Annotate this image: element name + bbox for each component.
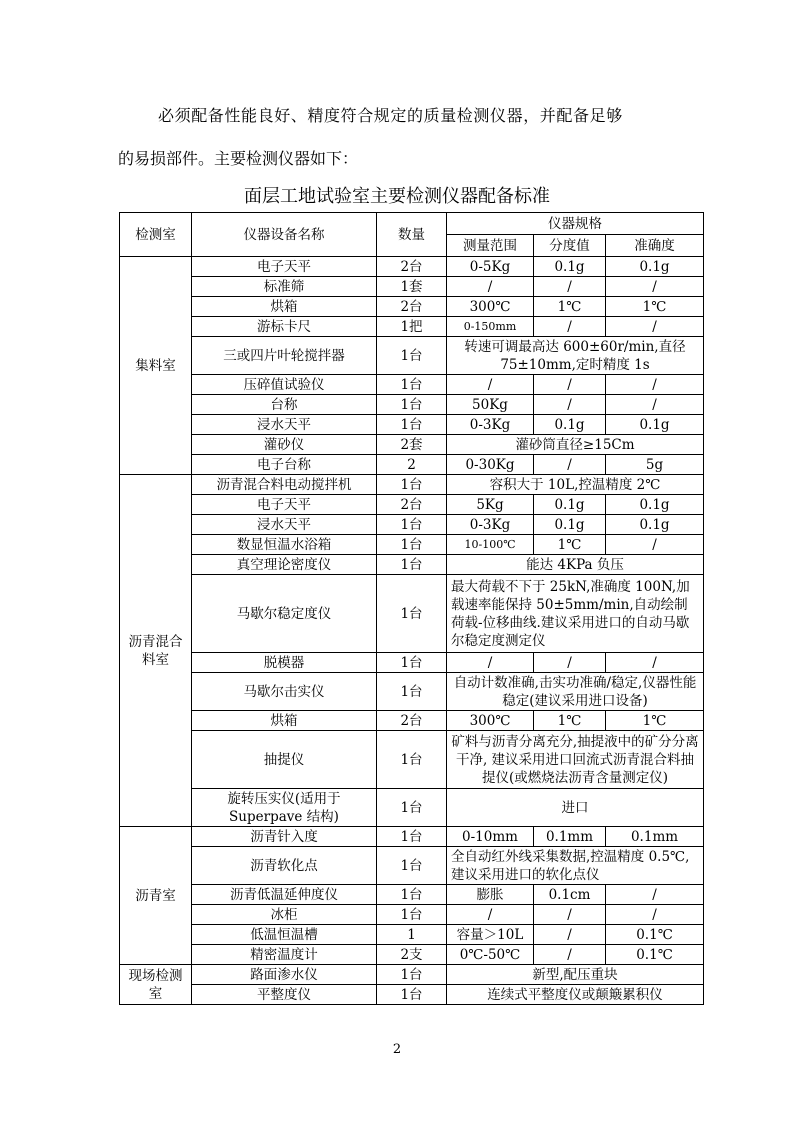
table-row [120, 435, 704, 455]
spec-accuracy: 1℃ [606, 711, 704, 731]
spec-range: 10-100℃ [447, 535, 534, 555]
spec-division: / [534, 945, 606, 965]
equipment-quantity: 1台 [377, 827, 447, 847]
equipment-name: 马歇尔稳定度仪 [192, 575, 377, 653]
header-qty: 数量 [377, 213, 447, 257]
spec-division: / [534, 395, 606, 415]
equipment-quantity: 2台 [377, 711, 447, 731]
spec-accuracy: / [606, 395, 704, 415]
equipment-name: 低温恒温槽 [192, 925, 377, 945]
table-row [120, 789, 704, 827]
spec-accuracy: 0.1g [606, 495, 704, 515]
spec-range: 0-3Kg [447, 515, 534, 535]
room-cell: 集料室 [120, 257, 192, 475]
spec-description: 全自动红外线采集数据,控温精度 0.5℃,建议采用进口的软化点仪 [447, 847, 704, 885]
equipment-name: 游标卡尺 [192, 317, 377, 337]
equipment-quantity: 1台 [377, 337, 447, 375]
spec-accuracy: 0.1℃ [606, 945, 704, 965]
room-cell: 现场检测室 [120, 965, 192, 1005]
spec-description: 连续式平整度仪或颠簸累积仪 [447, 985, 704, 1005]
equipment-name: 数显恒温水浴箱 [192, 535, 377, 555]
equipment-quantity: 2套 [377, 435, 447, 455]
equipment-quantity: 1台 [377, 375, 447, 395]
spec-description: 自动计数准确,击实功准确/稳定,仪器性能稳定(建议采用进口设备) [447, 673, 704, 711]
table-row [120, 257, 704, 277]
spec-division: 1℃ [534, 711, 606, 731]
table-row [120, 575, 704, 653]
spec-accuracy: / [606, 277, 704, 297]
table-row [120, 711, 704, 731]
spec-division: 0.1cm [534, 885, 606, 905]
spec-range: 5Kg [447, 495, 534, 515]
spec-division: / [534, 317, 606, 337]
equipment-quantity: 1台 [377, 515, 447, 535]
spec-accuracy: 0.1g [606, 257, 704, 277]
spec-description: 容积大于 10L,控温精度 2℃ [447, 475, 704, 495]
spec-accuracy: 0.1mm [606, 827, 704, 847]
spec-division: / [534, 905, 606, 925]
spec-division: 0.1g [534, 415, 606, 435]
spec-description: 灌砂筒直径≥15Cm [447, 435, 704, 455]
spec-range: 50Kg [447, 395, 534, 415]
spec-range: / [447, 375, 534, 395]
equipment-name: 平整度仪 [192, 985, 377, 1005]
equipment-name: 脱模器 [192, 653, 377, 673]
spec-division: / [534, 277, 606, 297]
table-title: 面层工地试验室主要检测仪器配备标准 [244, 186, 550, 207]
spec-accuracy: / [606, 905, 704, 925]
equipment-quantity: 1台 [377, 475, 447, 495]
equipment-quantity: 1台 [377, 673, 447, 711]
spec-range: / [447, 905, 534, 925]
table-row [120, 905, 704, 925]
equipment-quantity: 1套 [377, 277, 447, 297]
spec-division: 1℃ [534, 535, 606, 555]
spec-accuracy: / [606, 653, 704, 673]
spec-accuracy: / [606, 535, 704, 555]
equipment-quantity: 1 [377, 925, 447, 945]
table-row [120, 673, 704, 711]
spec-accuracy: 0.1g [606, 415, 704, 435]
table-row [120, 337, 704, 375]
equipment-quantity: 1台 [377, 535, 447, 555]
spec-range: 0-3Kg [447, 415, 534, 435]
table-row [120, 455, 704, 475]
spec-accuracy: 5g [606, 455, 704, 475]
equipment-name: 冰柜 [192, 905, 377, 925]
spec-accuracy: 1℃ [606, 297, 704, 317]
table-row [120, 985, 704, 1005]
spec-range: 0-30Kg [447, 455, 534, 475]
spec-description: 转速可调最高达 600±60r/min,直径 75±10mm,定时精度 1s [447, 337, 704, 375]
table-row [120, 965, 704, 985]
spec-division: 1℃ [534, 297, 606, 317]
equipment-quantity: 2支 [377, 945, 447, 965]
equipment-quantity: 1台 [377, 885, 447, 905]
equipment-table [119, 212, 704, 1005]
equipment-quantity: 1台 [377, 847, 447, 885]
spec-description: 矿料与沥青分离充分,抽提液中的矿分分离干净, 建议采用进口回流式沥青混合料抽提仪(或燃烧法沥青含量测定仪) [447, 731, 704, 789]
spec-division: 0.1g [534, 257, 606, 277]
equipment-name: 灌砂仪 [192, 435, 377, 455]
equipment-name: 电子天平 [192, 495, 377, 515]
spec-range: 0-5Kg [447, 257, 534, 277]
equipment-quantity: 1台 [377, 575, 447, 653]
equipment-name: 精密温度计 [192, 945, 377, 965]
table-row [120, 415, 704, 435]
equipment-name: 沥青低温延伸度仪 [192, 885, 377, 905]
intro-line-1: 必须配备性能良好、精度符合规定的质量检测仪器，并配备足够 [158, 106, 623, 125]
header-room: 检测室 [120, 213, 192, 257]
table-row [120, 317, 704, 337]
equipment-quantity: 1台 [377, 395, 447, 415]
equipment-name: 旋转压实仪(适用于 Superpave 结构) [192, 789, 377, 827]
spec-description: 进口 [447, 789, 704, 827]
header-range: 测量范围 [447, 235, 534, 257]
equipment-quantity: 1台 [377, 731, 447, 789]
spec-accuracy: 0.1g [606, 515, 704, 535]
spec-description: 新型,配压重块 [447, 965, 704, 985]
equipment-name: 电子天平 [192, 257, 377, 277]
equipment-name: 沥青针入度 [192, 827, 377, 847]
equipment-quantity: 1台 [377, 905, 447, 925]
spec-description: 最大荷载不下于 25kN,准确度 100N,加载速率能保持 50±5mm/min,自动绘制荷载-位移曲线.建议采用进口的自动马歇尔稳定度测定仪 [447, 575, 704, 653]
spec-division: / [534, 375, 606, 395]
spec-division: / [534, 653, 606, 673]
equipment-name: 浸水天平 [192, 415, 377, 435]
equipment-quantity: 2台 [377, 297, 447, 317]
equipment-name: 浸水天平 [192, 515, 377, 535]
equipment-name: 抽提仪 [192, 731, 377, 789]
spec-range: 容量＞10L [447, 925, 534, 945]
spec-range: 0℃-50℃ [447, 945, 534, 965]
table-row [120, 555, 704, 575]
table-row [120, 945, 704, 965]
spec-accuracy: / [606, 885, 704, 905]
table-row [120, 885, 704, 905]
equipment-name: 电子台称 [192, 455, 377, 475]
table-row [120, 297, 704, 317]
equipment-name: 台称 [192, 395, 377, 415]
equipment-quantity: 2台 [377, 257, 447, 277]
spec-range: 300℃ [447, 711, 534, 731]
table-row [120, 515, 704, 535]
equipment-quantity: 1把 [377, 317, 447, 337]
table-row [120, 375, 704, 395]
table-row [120, 827, 704, 847]
header-accuracy: 准确度 [606, 235, 704, 257]
spec-range: / [447, 653, 534, 673]
header-division: 分度值 [534, 235, 606, 257]
equipment-quantity: 1台 [377, 653, 447, 673]
equipment-name: 真空理论密度仪 [192, 555, 377, 575]
equipment-quantity: 1台 [377, 789, 447, 827]
header-spec: 仪器规格 [447, 213, 704, 235]
equipment-name: 路面渗水仪 [192, 965, 377, 985]
spec-division: / [534, 925, 606, 945]
spec-division: 0.1mm [534, 827, 606, 847]
header-name: 仪器设备名称 [192, 213, 377, 257]
equipment-quantity: 1台 [377, 555, 447, 575]
room-cell: 沥青混合料室 [120, 475, 192, 827]
table-row [120, 535, 704, 555]
equipment-name: 马歇尔击实仪 [192, 673, 377, 711]
spec-description: 能达 4KPa 负压 [447, 555, 704, 575]
table-row [120, 731, 704, 789]
equipment-name: 烘箱 [192, 711, 377, 731]
table-row [120, 925, 704, 945]
equipment-quantity: 1台 [377, 415, 447, 435]
equipment-quantity: 2台 [377, 495, 447, 515]
page-number: 2 [392, 1042, 402, 1057]
equipment-name: 沥青软化点 [192, 847, 377, 885]
equipment-name: 三或四片叶轮搅拌器 [192, 337, 377, 375]
spec-range: 300℃ [447, 297, 534, 317]
intro-line-2: 的易损部件。主要检测仪器如下： [118, 149, 359, 168]
spec-division: 0.1g [534, 495, 606, 515]
equipment-name: 烘箱 [192, 297, 377, 317]
spec-division: 0.1g [534, 515, 606, 535]
equipment-quantity: 1台 [377, 965, 447, 985]
spec-range: 膨胀 [447, 885, 534, 905]
table-row [120, 475, 704, 495]
equipment-quantity: 2 [377, 455, 447, 475]
spec-range: 0-150mm [447, 317, 534, 337]
spec-accuracy: 0.1℃ [606, 925, 704, 945]
equipment-name: 压碎值试验仪 [192, 375, 377, 395]
table-row [120, 395, 704, 415]
equipment-name: 沥青混合料电动搅拌机 [192, 475, 377, 495]
equipment-quantity: 1台 [377, 985, 447, 1005]
table-row [120, 653, 704, 673]
table-row [120, 495, 704, 515]
table-row [120, 847, 704, 885]
spec-range: 0-10mm [447, 827, 534, 847]
equipment-name: 标准筛 [192, 277, 377, 297]
spec-division: / [534, 455, 606, 475]
spec-accuracy: / [606, 375, 704, 395]
spec-accuracy: / [606, 317, 704, 337]
spec-range: / [447, 277, 534, 297]
table-row [120, 277, 704, 297]
room-cell: 沥青室 [120, 827, 192, 965]
